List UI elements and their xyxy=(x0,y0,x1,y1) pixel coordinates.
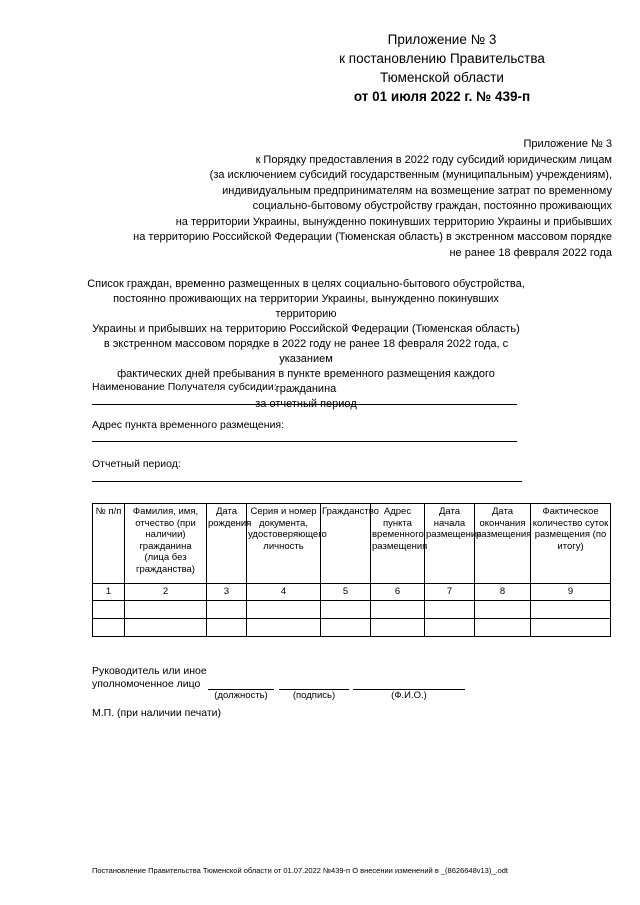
title-line: Украины и прибывших на территорию Российской Федерации (Тюменская область) xyxy=(92,323,520,335)
title-line: в экстренном массовом порядке в 2022 году не ранее 18 февраля 2022 года, с указанием xyxy=(103,338,509,365)
title-line: постоянно проживающих на территории Украины, вынужденно покинувших территорию xyxy=(113,293,499,320)
table-cell[interactable] xyxy=(247,619,321,637)
order-appendix-line: не ранее 18 февраля 2022 года xyxy=(449,246,612,259)
document-footer: Постановление Правительства Тюменской области от 01.07.2022 №439-п О внесении изменений в _(8626648v13)_.odt xyxy=(92,866,509,875)
order-appendix-line: к Порядку предоставления в 2022 году субсидий юридическим лицам xyxy=(255,153,612,166)
col-number: 6 xyxy=(371,584,425,601)
header-start-date: Дата начала размещения xyxy=(425,504,475,584)
title-line: фактических дней пребывания в пункте временного размещения каждого гражданина xyxy=(117,368,495,395)
order-appendix-line: (за исключением субсидий государственным (муниципальным) учреждениям), xyxy=(209,169,612,181)
table-cell[interactable] xyxy=(247,601,321,619)
table-cell[interactable] xyxy=(371,619,425,637)
full-name-caption: (Ф.И.О.) xyxy=(391,690,427,701)
order-appendix-line: на территории Украины, вынужденно покинувших территорию Украины и прибывших xyxy=(175,215,612,228)
period-input-line[interactable] xyxy=(92,481,522,482)
signatory-label-1: Руководитель или иное xyxy=(92,665,207,677)
header-address: Адрес пункта временного размещения xyxy=(371,504,425,584)
table-cell[interactable] xyxy=(93,601,125,619)
table-cell[interactable] xyxy=(425,601,475,619)
decree-appendix-ref: к постановлению Правительства xyxy=(339,51,545,66)
header-id-document: Серия и номер документа, удостоверяющего личность xyxy=(247,504,321,584)
order-appendix-line: социально-бытовому обустройству граждан, постоянно проживающих xyxy=(252,200,612,212)
col-number: 2 xyxy=(125,584,207,601)
recipient-label: Наименование Получателя субсидии: xyxy=(92,381,277,393)
header-birth-date: Дата рождения xyxy=(207,504,247,584)
order-appendix-line: на территорию Российской Федерации (Тюменская область) в экстренном массовом порядке xyxy=(133,231,612,243)
stamp-note: М.П. (при наличии печати) xyxy=(92,707,222,719)
col-number: 5 xyxy=(321,584,371,601)
order-appendix-line: Приложение № 3 xyxy=(523,138,612,150)
title-line: Список граждан, временно размещенных в целях социально-бытового обустройства, xyxy=(87,278,525,290)
col-number: 1 xyxy=(93,584,125,601)
recipient-input-line[interactable] xyxy=(92,404,517,405)
table-cell[interactable] xyxy=(531,601,611,619)
decree-appendix-date: от 01 июля 2022 г. № 439-п xyxy=(353,89,531,104)
table-numbering-row xyxy=(93,584,611,601)
table-cell[interactable] xyxy=(207,601,247,619)
table-cell[interactable] xyxy=(125,619,207,637)
citizens-table xyxy=(92,503,611,637)
order-appendix-line: индивидуальным предпринимателям на возмещение затрат по временному xyxy=(222,184,612,197)
table-cell[interactable] xyxy=(125,601,207,619)
table-cell[interactable] xyxy=(93,619,125,637)
header-end-date: Дата окончания размещения xyxy=(475,504,531,584)
title-line: за отчетный период xyxy=(255,398,357,410)
table-cell[interactable] xyxy=(425,619,475,637)
signature-caption: (подпись) xyxy=(292,690,336,701)
position-caption: (должность) xyxy=(214,690,268,701)
header-full-name: Фамилия, имя, отчество (при наличии) гражданина (лица без гражданства) xyxy=(125,504,207,584)
table-cell[interactable] xyxy=(321,619,371,637)
col-number: 4 xyxy=(247,584,321,601)
table-cell[interactable] xyxy=(475,619,531,637)
header-number: № п/п xyxy=(93,504,125,584)
header-days-count: Фактическое количество суток размещения (по итогу) xyxy=(531,504,611,584)
table-cell[interactable] xyxy=(321,601,371,619)
decree-appendix-region: Тюменской области xyxy=(380,70,504,85)
period-label: Отчетный период: xyxy=(92,458,181,470)
table-row xyxy=(93,601,611,619)
decree-appendix-header xyxy=(292,30,592,106)
col-number: 8 xyxy=(475,584,531,601)
table-cell[interactable] xyxy=(371,601,425,619)
col-number: 9 xyxy=(531,584,611,601)
header-citizenship: Гражданство xyxy=(321,504,371,584)
table-cell[interactable] xyxy=(207,619,247,637)
signatory-label-2: уполномоченное лицо xyxy=(92,678,201,690)
col-number: 3 xyxy=(207,584,247,601)
table-row xyxy=(93,619,611,637)
col-number: 7 xyxy=(425,584,475,601)
table-cell[interactable] xyxy=(475,601,531,619)
table-cell[interactable] xyxy=(531,619,611,637)
address-input-line[interactable] xyxy=(92,441,517,442)
order-appendix-header xyxy=(52,137,612,261)
address-label: Адрес пункта временного размещения: xyxy=(92,419,285,431)
table-header-row xyxy=(93,504,611,584)
decree-appendix-number: Приложение № 3 xyxy=(387,32,497,47)
